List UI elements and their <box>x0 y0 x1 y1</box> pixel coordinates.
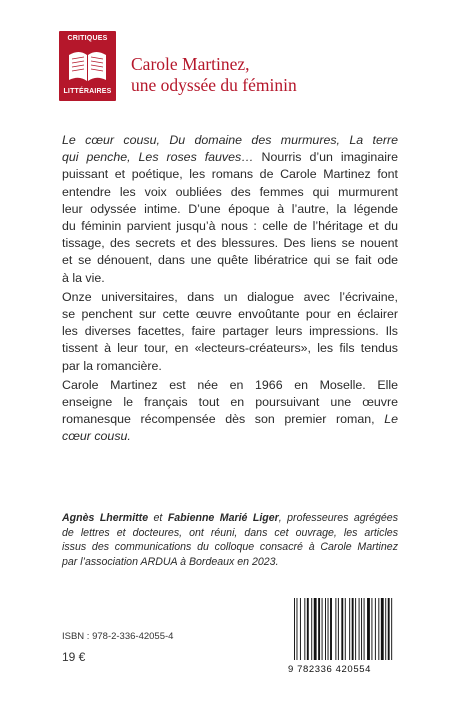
paragraph-1 <box>62 132 398 287</box>
open-book-icon <box>65 45 110 86</box>
barcode-bars <box>288 598 399 664</box>
authors-and: et <box>148 512 168 524</box>
authors-line-1 <box>62 511 398 526</box>
editor-1: Agnès Lhermitte <box>62 512 149 524</box>
authors-line-2: de lettres et docteures, ont réuni, dans cet ouvrage, les articles <box>62 526 398 539</box>
title-line-2: une odyssée du féminin <box>131 75 297 95</box>
p1-line-1 <box>62 132 398 149</box>
p3-text-3: romanesque récompensée dès son premier roman, <box>62 412 375 427</box>
p1-line-5: leur odyssée intime. D’une époque à l’autre, la légende <box>62 201 398 216</box>
p1-line-8: et se dénouent, dans une quête libératrice qui se fait ode <box>62 253 398 268</box>
p2-line-1: Onze universitaires, dans un dialogue avec l’écrivaine, <box>62 289 398 304</box>
p1-line-3: puissant et poétique, les romans de Carole Martinez font <box>62 167 398 182</box>
p3-line-4 <box>62 428 398 445</box>
p1-line-9: à la vie. <box>62 270 105 285</box>
authors-line-3: issus des communications du colloque consacré à Carole Martinez <box>62 541 398 554</box>
p1-line-7: tissage, des secrets et des blessures. Des liens se nouent <box>62 236 398 251</box>
p2-line-3: les diverses facettes, faire partager leurs impressions. Ils <box>62 324 398 339</box>
p3-line-2: enseigne le français tout en poursuivant une œuvre <box>62 395 398 410</box>
back-cover-blurb <box>62 132 398 446</box>
p1-titles-1: Le cœur cousu, Du domaine des murmures, La terre <box>62 133 398 147</box>
paragraph-3 <box>62 377 398 446</box>
p1-text-2: Nourris d’un imaginaire <box>253 150 398 165</box>
editor-2: Fabienne Marié Liger <box>167 512 279 524</box>
p2-line-4: tissent à leur tour, en «lecteurs-créateurs», les fils tendus <box>62 341 398 356</box>
logo-bottom-text: LITTÉRAIRES <box>63 88 112 95</box>
editors-note <box>62 511 398 569</box>
p3-title-4: cœur cousu. <box>62 429 131 444</box>
critiques-litteraires-logo <box>59 31 116 101</box>
paragraph-2 <box>62 289 398 375</box>
p1-titles-2: qui penche, Les roses fauves… <box>62 150 254 165</box>
barcode-digits: 9 782336 420554 <box>288 664 371 675</box>
p3-line-3 <box>62 411 398 428</box>
isbn-text: ISBN : 978-2-336-42055-4 <box>62 631 174 642</box>
p3-title-3: Le <box>374 412 398 427</box>
p1-line-2 <box>62 149 398 166</box>
p1-line-4: entendre les voix oubliées des femmes qui murmurent <box>62 184 398 199</box>
p2-line-5: par la romancière. <box>62 358 162 373</box>
barcode <box>288 598 399 676</box>
price-text: 19 € <box>62 650 86 664</box>
authors-line-4: par l’association ARDUA à Bordeaux en 2023. <box>62 555 279 568</box>
p1-line-6: du féminin parvient jusqu’à nous : celle de l’héritage et du <box>62 219 398 234</box>
title-line-1: Carole Martinez, <box>131 54 250 74</box>
logo-top-text: CRITIQUES <box>67 35 108 42</box>
p2-line-2: se penchent sur cette œuvre envoûtante pour en éclairer <box>62 307 398 322</box>
p3-line-1: Carole Martinez est née en 1966 en Moselle. Elle <box>62 377 398 392</box>
book-title <box>131 54 297 96</box>
authors-text-1: , professeures agrégées <box>278 512 398 524</box>
